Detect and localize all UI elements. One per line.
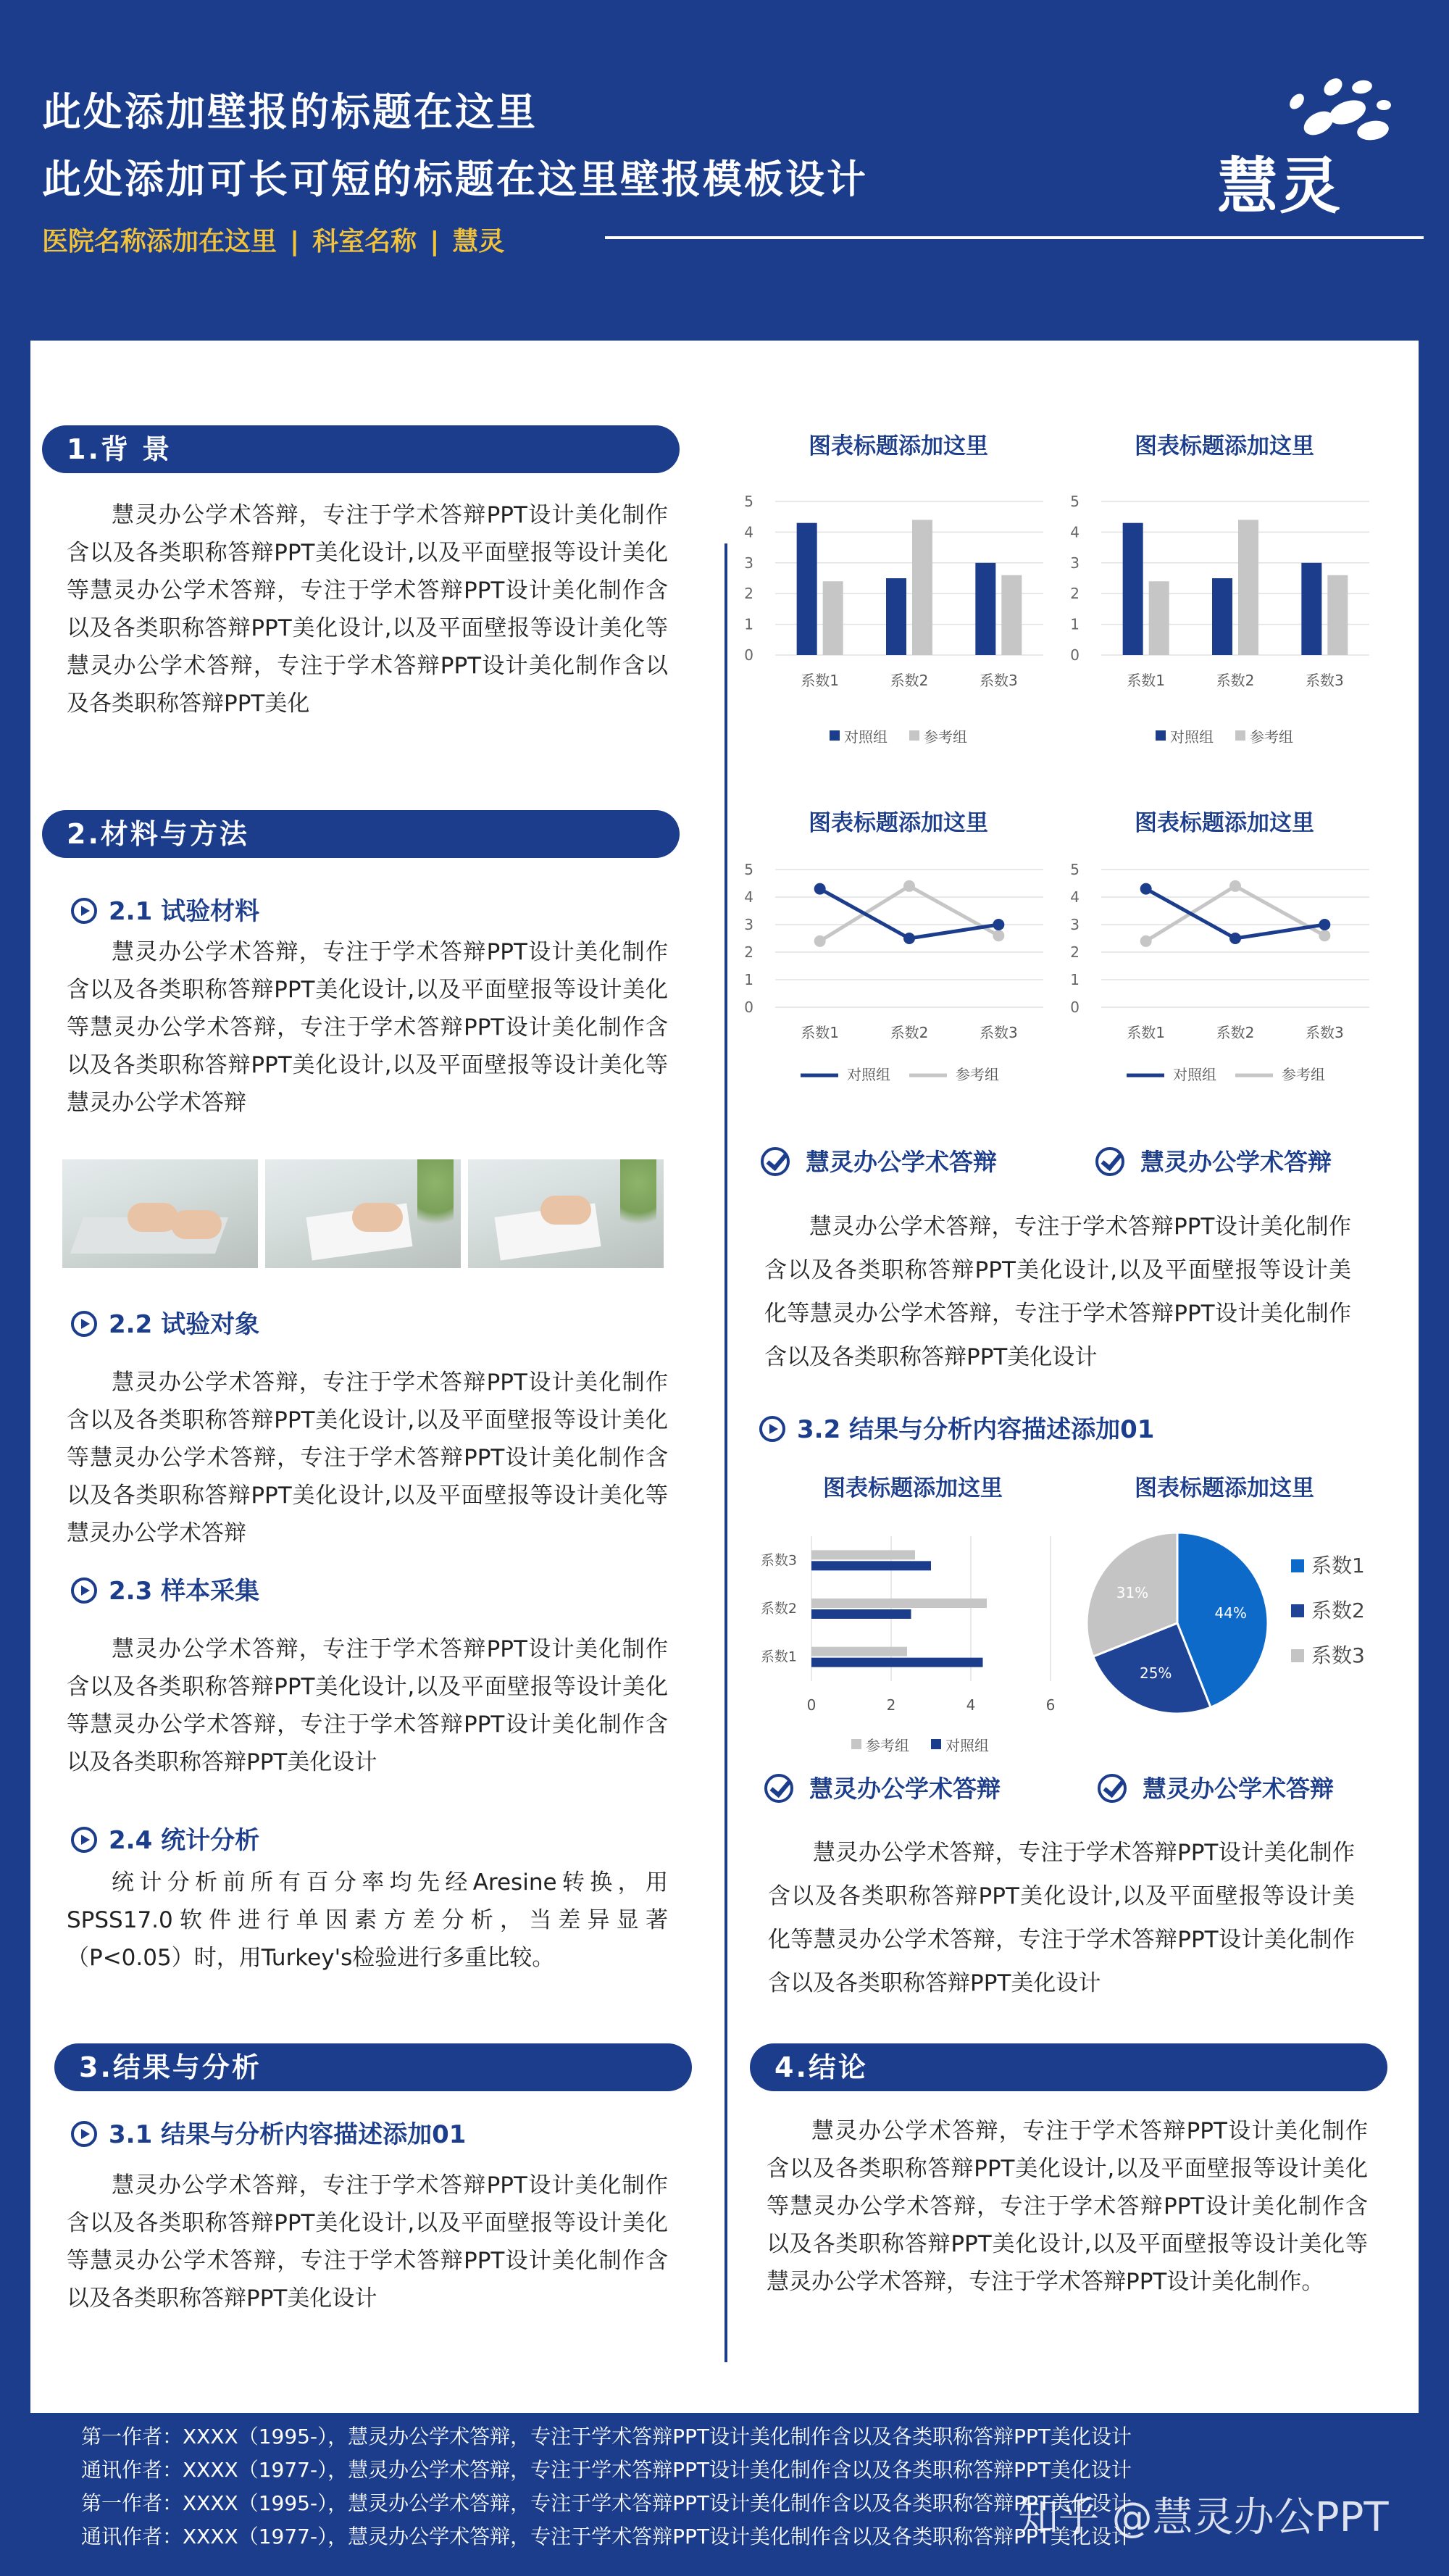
y-tick-label: 2	[744, 585, 753, 603]
x-tick-label: 系数2	[1216, 1024, 1255, 1041]
play-bullet-icon	[71, 898, 97, 924]
legend-swatch	[1291, 1649, 1304, 1662]
subsection-2-2-title: 2.2 试验对象	[109, 1310, 260, 1339]
bar	[1238, 520, 1258, 655]
bar	[811, 1550, 915, 1559]
subsection-2-1-heading	[71, 891, 259, 927]
statistics-text: 统计分析前所有百分率均先经Aresine转换，用SPSS17.0软件进行单因素方差分析，当差异显著（P<0.05）时，用Turkey's检验进行多重比较。	[67, 1870, 668, 1971]
y-tick-label: 4	[1070, 888, 1080, 906]
check-heading-a	[761, 1143, 997, 1177]
legend-swatch	[931, 1739, 941, 1749]
legend-label: 对照组	[1173, 1066, 1216, 1083]
data-point	[993, 930, 1004, 941]
chart-3-title: 图表标题添加这里	[809, 810, 988, 836]
x-tick-label: 系数3	[1305, 672, 1344, 689]
bar	[1001, 575, 1022, 655]
legend-label: 参考组	[866, 1737, 909, 1754]
subsection-2-4-title: 2.4 统计分析	[109, 1826, 260, 1855]
bar	[1149, 581, 1169, 655]
chart-6-title: 图表标题添加这里	[1135, 1475, 1314, 1501]
x-tick-label: 系数1	[1127, 672, 1166, 689]
legend-label: 参考组	[924, 728, 967, 746]
y-tick-label: 4	[744, 888, 753, 906]
legend-label: 系数2	[1311, 1598, 1365, 1622]
materials-text: 慧灵办公学术答辩，专注于学术答辩PPT设计美化制作含以及各类职称答辩PPT美化设计,以及平面壁报等设计美化等慧灵办公学术答辩，专注于学术答辩PPT设计美化制作含以及各类职称答辩PPT美化设计,以及平面壁报等设计美化等慧灵办公学术答辩	[67, 939, 668, 1116]
slice-label: 31%	[1116, 1583, 1149, 1601]
section-conclusion-header: 4.结论	[750, 2043, 1387, 2091]
sampling-text: 慧灵办公学术答辩，专注于学术答辩PPT设计美化制作含以及各类职称答辩PPT美化设计,以及平面壁报等设计美化等慧灵办公学术答辩，专注于学术答辩PPT设计美化制作含以及各类职称答辩PPT美化设计	[67, 1636, 668, 1775]
check-heading-d	[1098, 1770, 1334, 1804]
x-tick-label: 系数1	[801, 1024, 840, 1041]
column-divider	[724, 543, 727, 2362]
y-tick-label: 5	[1070, 861, 1080, 878]
author-line: 通讯作者：XXXX（1977-），慧灵办公学术答辩，专注于学术答辩PPT设计美化制作含以及各类职称答辩PPT美化设计	[81, 2525, 1132, 2548]
x-tick-label: 系数1	[1127, 1024, 1166, 1041]
affiliation-line	[42, 221, 504, 258]
legend-swatch	[1156, 730, 1166, 741]
y-tick-label: 2	[744, 943, 753, 961]
y-tick-label: 3	[744, 554, 753, 572]
photo-writing-notes	[265, 1159, 461, 1268]
subsection-2-1-title: 2.1 试验材料	[109, 897, 260, 926]
legend-label: 对照组	[847, 1066, 890, 1083]
legend-swatch	[830, 730, 840, 741]
data-point	[903, 933, 915, 944]
y-tick-label: 3	[744, 916, 753, 933]
subsection-2-3-heading	[71, 1571, 259, 1606]
legend-swatch	[909, 730, 919, 741]
y-tick-label: 0	[744, 646, 753, 664]
section-results-header: 3.结果与分析	[54, 2043, 692, 2091]
series-line	[820, 889, 999, 938]
y-tick-label: 2	[1070, 585, 1080, 603]
data-point	[903, 880, 915, 892]
section-methods-header: 2.材料与方法	[42, 810, 680, 858]
x-tick-label: 系数3	[1305, 1024, 1344, 1041]
logo-text: 慧灵	[1217, 150, 1342, 222]
bar	[1123, 523, 1143, 655]
author-line: 第一作者：XXXX（1995-），慧灵办公学术答辩，专注于学术答辩PPT设计美化制作含以及各类职称答辩PPT美化设计	[81, 2425, 1132, 2448]
y-tick-label: 1	[744, 615, 753, 633]
author-line: 通讯作者：XXXX（1977-），慧灵办公学术答辩，专注于学术答辩PPT设计美化制作含以及各类职称答辩PPT美化设计	[81, 2458, 1132, 2482]
bar	[823, 581, 843, 655]
chart-4-title: 图表标题添加这里	[1135, 810, 1314, 836]
brand-name: 慧灵	[452, 227, 505, 257]
data-point	[1229, 933, 1241, 944]
data-point	[1229, 880, 1241, 892]
subsection-3-1-heading	[71, 2114, 466, 2150]
conclusion-text: 慧灵办公学术答辩，专注于学术答辩PPT设计美化制作含以及各类职称答辩PPT美化设计,以及平面壁报等设计美化等慧灵办公学术答辩，专注于学术答辩PPT设计美化制作含以及各类职称答辩PPT美化设计,以及平面壁报等设计美化等慧灵办公学术答辩，专注于学术答辩PPT设计美化制作。	[767, 2118, 1368, 2295]
separator: |	[290, 227, 300, 257]
x-tick-label: 系数2	[1216, 672, 1255, 689]
data-point	[814, 935, 826, 947]
poster-header	[0, 0, 1449, 341]
results-3-1-text: 慧灵办公学术答辩，专注于学术答辩PPT设计美化制作含以及各类职称答辩PPT美化设计,以及平面壁报等设计美化等慧灵办公学术答辩，专注于学术答辩PPT设计美化制作含以及各类职称答辩PPT美化设计	[67, 2172, 668, 2312]
subsection-3-2-heading	[759, 1409, 1154, 1445]
hospital-name: 医院名称添加在这里	[42, 227, 277, 257]
bar	[811, 1658, 983, 1667]
legend-label: 参考组	[956, 1066, 999, 1083]
legend-swatch	[1291, 1559, 1304, 1572]
x-tick-label: 系数2	[890, 672, 929, 689]
check-heading-c	[764, 1770, 1001, 1804]
bar	[797, 523, 817, 655]
check-heading-b	[1095, 1143, 1332, 1177]
y-tick-label: 1	[1070, 971, 1080, 988]
x-tick-label: 系数3	[979, 672, 1018, 689]
legend-label: 参考组	[1282, 1066, 1325, 1083]
chart-2-title: 图表标题添加这里	[1135, 433, 1314, 459]
y-tick-label: 1	[1070, 615, 1080, 633]
slice-label: 44%	[1214, 1604, 1247, 1622]
y-tick-label: 5	[1070, 493, 1080, 510]
check-circle-icon	[1098, 1774, 1127, 1803]
y-tick-label: 系数3	[760, 1552, 797, 1569]
photo-strip	[62, 1159, 664, 1268]
bar	[975, 563, 995, 655]
bar	[1301, 563, 1321, 655]
chart-5-hbar	[739, 1522, 1072, 1754]
play-bullet-icon	[71, 1577, 97, 1604]
legend-swatch	[1235, 730, 1245, 741]
x-tick-label: 2	[886, 1696, 896, 1714]
y-tick-label: 5	[744, 861, 753, 878]
y-tick-label: 0	[1070, 646, 1080, 664]
subsection-2-4-heading	[71, 1820, 259, 1856]
x-tick-label: 4	[966, 1696, 976, 1714]
subsection-3-1-title: 3.1 结果与分析内容描述添加01	[109, 2120, 467, 2149]
legend-label: 参考组	[1250, 728, 1293, 746]
legend-swatch	[851, 1739, 861, 1749]
brand-logo	[1210, 72, 1398, 222]
y-tick-label: 1	[744, 971, 753, 988]
check-heading-d-label: 慧灵办公学术答辩	[1143, 1775, 1334, 1803]
check-heading-a-label: 慧灵办公学术答辩	[806, 1148, 997, 1176]
data-point	[1140, 883, 1152, 895]
data-point	[814, 883, 826, 895]
bar	[912, 520, 932, 655]
legend-label: 系数3	[1311, 1643, 1365, 1667]
bar	[811, 1647, 907, 1656]
results-para-a: 慧灵办公学术答辩，专注于学术答辩PPT设计美化制作含以及各类职称答辩PPT美化设计,以及平面壁报等设计美化等慧灵办公学术答辩，专注于学术答辩PPT设计美化制作含以及各类职称答辩PPT美化设计	[764, 1214, 1351, 1370]
watermark-text: 知乎 @慧灵办公PPT	[1018, 2494, 1389, 2541]
poster-title-line-1: 此处添加壁报的标题在这里	[42, 89, 538, 135]
check-heading-c-label: 慧灵办公学术答辩	[809, 1775, 1001, 1803]
x-tick-label: 系数3	[979, 1024, 1018, 1041]
author-line: 第一作者：XXXX（1995-），慧灵办公学术答辩，专注于学术答辩PPT设计美化制作含以及各类职称答辩PPT美化设计	[81, 2491, 1132, 2515]
chart-6-pie	[1087, 1522, 1391, 1732]
chart-4-line	[1058, 848, 1384, 1094]
subjects-text: 慧灵办公学术答辩，专注于学术答辩PPT设计美化制作含以及各类职称答辩PPT美化设计,以及平面壁报等设计美化等慧灵办公学术答辩，专注于学术答辩PPT设计美化制作含以及各类职称答辩PPT美化设计,以及平面壁报等设计美化等慧灵办公学术答辩	[67, 1370, 668, 1546]
results-para-b: 慧灵办公学术答辩，专注于学术答辩PPT设计美化制作含以及各类职称答辩PPT美化设计,以及平面壁报等设计美化等慧灵办公学术答辩，专注于学术答辩PPT设计美化制作含以及各类职称答辩PPT美化设计	[768, 1840, 1355, 1996]
y-tick-label: 4	[744, 523, 753, 541]
legend-label: 对照组	[844, 728, 888, 746]
y-tick-label: 2	[1070, 943, 1080, 961]
y-tick-label: 系数1	[760, 1648, 797, 1665]
play-bullet-icon	[71, 1311, 97, 1337]
subsection-3-2-title: 3.2 结果与分析内容描述添加01	[797, 1415, 1155, 1444]
poster-title-line-2: 此处添加可长可短的标题在这里壁报模板设计	[42, 157, 868, 202]
play-bullet-icon	[71, 1827, 97, 1853]
y-tick-label: 系数2	[760, 1601, 797, 1617]
bar	[811, 1609, 911, 1619]
subsection-2-2-heading	[71, 1304, 259, 1340]
x-tick-label: 6	[1045, 1696, 1056, 1714]
department-name: 科室名称	[312, 227, 417, 257]
play-bullet-icon	[759, 1416, 785, 1442]
y-tick-label: 3	[1070, 554, 1080, 572]
check-circle-icon	[761, 1147, 790, 1176]
x-tick-label: 系数1	[801, 672, 840, 689]
bar	[811, 1561, 931, 1570]
photo-writing-desk	[468, 1159, 664, 1268]
chart-5-title: 图表标题添加这里	[823, 1475, 1003, 1501]
check-circle-icon	[1095, 1147, 1124, 1176]
chart-1-bar	[732, 485, 1058, 761]
data-point	[1140, 935, 1152, 947]
legend-label: 对照组	[1170, 728, 1214, 746]
chart-3-line	[732, 848, 1058, 1094]
separator: |	[430, 227, 440, 257]
play-bullet-icon	[71, 2121, 97, 2147]
y-tick-label: 5	[744, 493, 753, 510]
y-tick-label: 0	[1070, 999, 1080, 1016]
bar	[1327, 575, 1348, 655]
header-divider	[605, 236, 1424, 239]
series-line	[1146, 889, 1325, 938]
legend-label: 对照组	[945, 1737, 989, 1754]
legend-label: 系数1	[1311, 1554, 1365, 1577]
chart-1-title: 图表标题添加这里	[809, 433, 988, 459]
data-point	[1319, 930, 1330, 941]
y-tick-label: 4	[1070, 523, 1080, 541]
check-heading-b-label: 慧灵办公学术答辩	[1140, 1148, 1332, 1176]
check-circle-icon	[764, 1774, 793, 1803]
x-tick-label: 0	[806, 1696, 817, 1714]
photo-laptop-typing	[62, 1159, 258, 1268]
data-point	[1319, 919, 1330, 930]
bar	[811, 1598, 987, 1608]
chart-2-bar	[1058, 485, 1384, 761]
x-tick-label: 系数2	[890, 1024, 929, 1041]
subsection-2-3-title: 2.3 样本采集	[109, 1577, 260, 1606]
y-tick-label: 3	[1070, 916, 1080, 933]
slice-label: 25%	[1139, 1664, 1172, 1682]
y-tick-label: 0	[744, 999, 753, 1016]
background-text: 慧灵办公学术答辩，专注于学术答辩PPT设计美化制作含以及各类职称答辩PPT美化设计,以及平面壁报等设计美化等慧灵办公学术答辩，专注于学术答辩PPT设计美化制作含以及各类职称答辩PPT美化设计,以及平面壁报等设计美化等慧灵办公学术答辩，专注于学术答辩PPT设计美化制作含以及各类职称答辩PPT美化	[67, 502, 668, 717]
data-point	[993, 919, 1004, 930]
legend-swatch	[1291, 1604, 1304, 1617]
bar	[886, 578, 906, 655]
bar	[1212, 578, 1232, 655]
section-background-header: 1.背 景	[42, 425, 680, 473]
